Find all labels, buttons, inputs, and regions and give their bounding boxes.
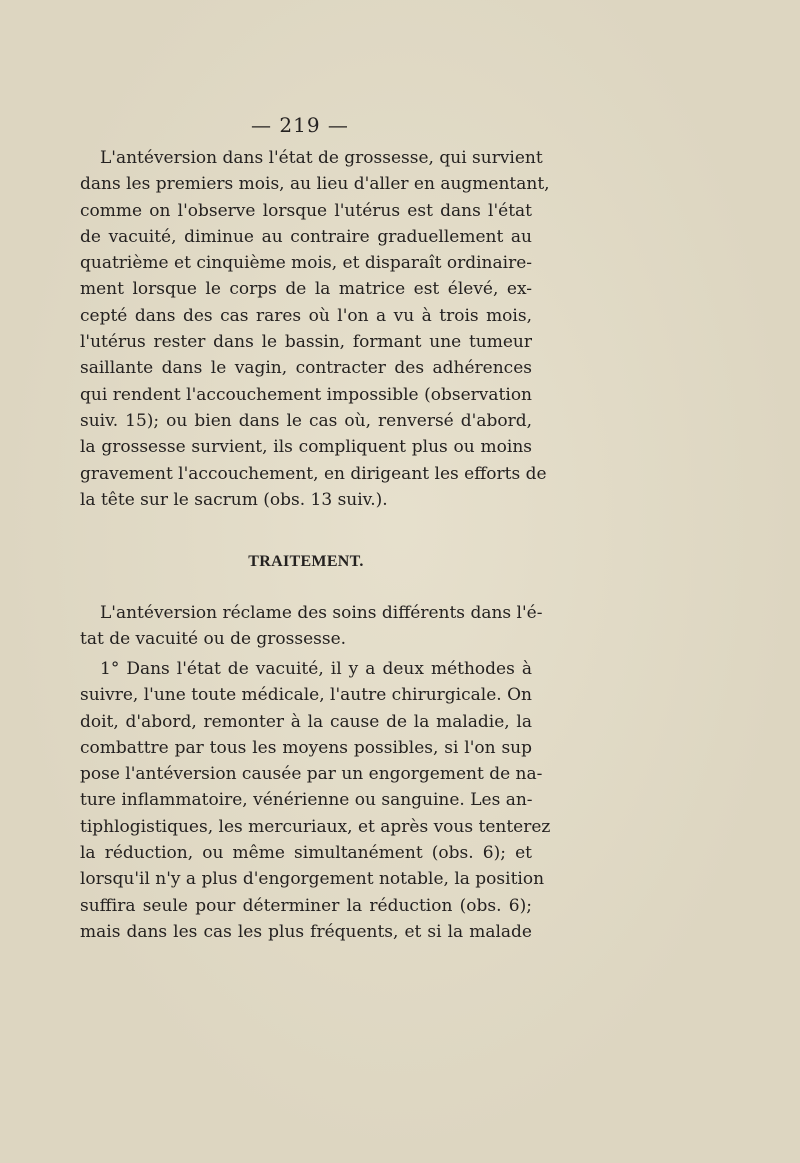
text-line: ment lorsque le corps de la matrice est élevé, ex-: [80, 279, 532, 300]
text-line: combattre par tous les moyens possibles, si l'on sup: [80, 737, 532, 758]
text-line: ture inflammatoire, vénérienne ou sanguine. Les an-: [80, 790, 533, 811]
text-line: pose l'antéversion causée par un engorgement de na-: [80, 764, 543, 785]
text-line: qui rendent l'accouchement impossible (observation: [80, 384, 532, 405]
text-line: suivre, l'une toute médicale, l'autre chirurgicale. On: [80, 685, 532, 706]
section-heading: TRAITEMENT.: [248, 553, 364, 570]
text-line: de vacuité, diminue au contraire graduellement au: [80, 226, 532, 247]
text-line: tiphlogistiques, les mercuriaux, et après vous tenterez: [80, 816, 551, 837]
text-line: dans les premiers mois, au lieu d'aller en augmentant,: [80, 174, 550, 195]
text-line: l'utérus rester dans le bassin, formant une tumeur: [80, 332, 532, 353]
paragraph-anteversion-grossesse: [80, 145, 550, 513]
text-line: lorsqu'il n'y a plus d'engorgement notable, la position: [80, 869, 545, 890]
text-line: la tête sur le sacrum (obs. 13 suiv.).: [80, 489, 388, 510]
text-line: cepté dans des cas rares où l'on a vu à trois mois,: [80, 305, 532, 326]
text-line: L'antéversion dans l'état de grossesse, qui survient: [100, 148, 543, 168]
text-line: tat de vacuité ou de grossesse.: [80, 629, 347, 650]
text-line: mais dans les cas les plus fréquents, et si la malade: [80, 921, 532, 942]
text-line: 1° Dans l'état de vacuité, il y a deux méthodes à: [100, 659, 532, 679]
paragraph-vacuite: [80, 656, 551, 945]
text-line: doit, d'abord, remonter à la cause de la maladie, la: [80, 711, 532, 732]
text-line: quatrième et cinquième mois, et disparaît ordinaire-: [80, 253, 532, 274]
text-line: suffira seule pour déterminer la réduction (obs. 6);: [80, 895, 532, 916]
text-line: suiv. 15); ou bien dans le cas où, renversé d'abord,: [80, 410, 532, 431]
text-line: saillante dans le vagin, contracter des adhérences: [80, 358, 532, 379]
text-line: gravement l'accouchement, en dirigeant les efforts de: [80, 463, 547, 484]
text-line: comme on l'observe lorsque l'utérus est dans l'état: [80, 200, 532, 221]
text-line: la réduction, ou même simultanément (obs. 6); et: [80, 843, 532, 864]
page-number: — 219 —: [251, 113, 349, 137]
text-line: L'antéversion réclame des soins différents dans l'é-: [100, 603, 543, 623]
paragraph-soins: [80, 600, 543, 653]
text-line: la grossesse survient, ils compliquent plus ou moins: [80, 437, 532, 458]
